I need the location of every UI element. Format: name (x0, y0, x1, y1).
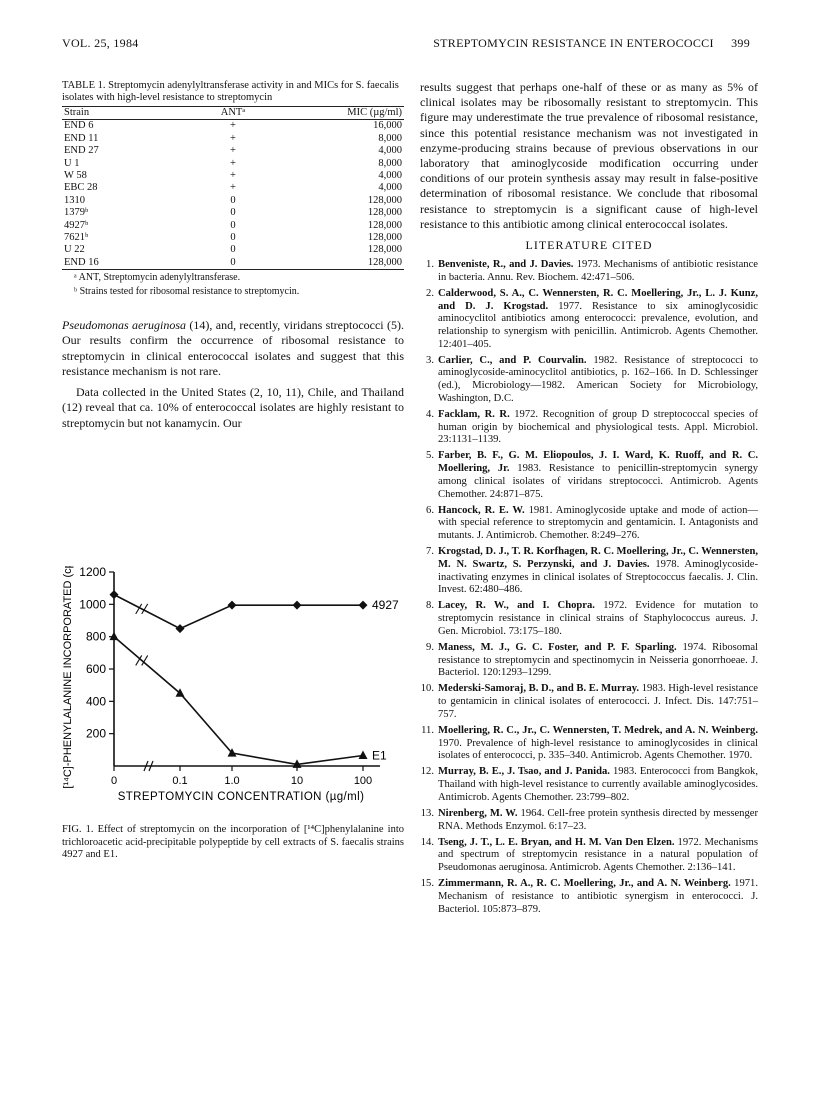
reference-item (420, 546, 758, 597)
cell-strain: END 6 (64, 120, 94, 132)
reference-item (420, 505, 758, 543)
y-tick-label: 400 (85, 694, 106, 709)
table-row (62, 133, 404, 145)
table-header-row (62, 107, 404, 120)
y-tick-label: 1000 (79, 597, 106, 612)
reference-item (420, 725, 758, 763)
organism-name: Pseudomonas aeruginosa (62, 318, 187, 333)
y-axis-label: [¹⁴C]-PHENYLALANINE INCORPORATED (cpm) (62, 566, 74, 789)
y-tick-label: 800 (85, 629, 106, 644)
table-row (62, 182, 404, 194)
reference-item (420, 259, 758, 284)
data-point-4927 (359, 601, 368, 610)
data-point-4927 (228, 601, 237, 610)
reference-text: 1983. Enterococci from Bangkok, Thailand with high-level resistance to currently available aminoglycosides. Antimicrob. Agents Chemother. 23:799–802. (438, 766, 759, 803)
reference-item (420, 683, 758, 721)
col-header-strain: Strain (64, 107, 90, 118)
table-row (62, 158, 404, 170)
cell-mic: 128,000 (367, 194, 402, 206)
reference-authors: Maness, M. J., G. C. Foster, and P. F. Sparling. (438, 641, 677, 653)
reference-number: 6. (426, 504, 434, 516)
reference-text: 1977. Resistance to six aminoglycosidic aminocyclitol antibiotics among enterococci: prevalence, evolution, and relationship to synergism with penicillin. Antimicrob. Agents Chemother. 12:401–405. (438, 300, 758, 350)
reference-authors: Murray, B. E., J. Tsao, and J. Panida. (438, 766, 610, 778)
reference-number: 5. (426, 450, 434, 462)
reference-authors: Benveniste, R., and J. Davies. (438, 259, 574, 271)
reference-item (420, 355, 758, 406)
reference-number: 11. (421, 724, 434, 736)
series-label-4927: 4927 (372, 598, 399, 613)
col-header-mic: MIC (µg/ml) (347, 107, 402, 118)
left-column (62, 80, 404, 431)
reference-number: 15. (420, 878, 434, 890)
table-row (62, 244, 404, 256)
cell-strain: EBC 28 (64, 182, 98, 194)
reference-number: 4. (426, 408, 434, 420)
reference-item (420, 409, 758, 447)
left-paragraph-1 (62, 318, 404, 379)
data-point-e1 (359, 750, 368, 759)
reference-text: 1978. Aminoglycoside-inactivating enzymes in clinical isolates of Streptococcus faecalis. J. Clin. Invest. 62:480–486. (438, 558, 758, 596)
reference-text: 1982. Resistance of streptococci to aminoglycoside-aminocyclitol antibiotics, p. 162–166. In D. Schlessinger (ed.), Microbiology—1982. American Society for Microbiology, Washington, D.C. (438, 354, 758, 404)
cell-strain: U 22 (64, 244, 85, 256)
cell-strain: END 16 (64, 256, 99, 268)
cell-ant: + (230, 120, 236, 132)
x-tick-label: 100 (353, 775, 373, 787)
x-axis-label: STREPTOMYCIN CONCENTRATION (µg/ml) (117, 791, 365, 803)
left-paragraph-2: Data collected in the United States (2, 10, 11), Chile, and Thailand (12) reveal that ca. 10% of enterococcal isolates are highly resistant to streptomycin but not kanamycin. Our (62, 385, 404, 430)
y-tick-label: 1200 (79, 566, 106, 579)
literature-heading: LITERATURE CITED (525, 238, 653, 253)
reference-item (420, 600, 758, 638)
table-row (62, 207, 404, 219)
reference-text: 1964. Cell-free protein synthesis directed by messenger RNA. Methods Enzymol. 6:17–23. (438, 807, 758, 832)
reference-authors: Nirenberg, M. W. (438, 807, 518, 819)
reference-text: 1983. Resistance to penicillin-streptomycin synergy among clinical isolates of viridans streptococci. Antimicrob. Agents Chemother. 24:871–875. (438, 463, 758, 500)
cell-strain: 4927ᵇ (64, 219, 89, 231)
reference-authors: Hancock, R. E. W. (438, 504, 525, 516)
reference-authors: Carlier, C., and P. Courvalin. (438, 354, 587, 366)
cell-strain: END 27 (64, 145, 99, 157)
cell-mic: 8,000 (378, 132, 402, 144)
reference-number: 7. (426, 546, 434, 558)
cell-strain: 7621ᵇ (64, 232, 89, 244)
cell-mic: 128,000 (367, 207, 402, 219)
cell-ant: 0 (230, 219, 236, 231)
col-header-ant: ANTᵃ (220, 107, 246, 118)
reference-number: 2. (426, 287, 434, 299)
figure-caption: FIG. 1. Effect of streptomycin on the incorporation of [¹⁴C]phenylalanine into trichloroacetic acid-precipitable polypeptide by cell extracts of S. faecalis strains 4927 and E1. (62, 824, 404, 861)
reference-number: 12. (420, 766, 434, 778)
table-row (62, 170, 404, 182)
reference-number: 9. (426, 641, 434, 653)
cell-ant: + (230, 145, 236, 157)
running-header-right (433, 36, 750, 51)
reference-item (420, 288, 758, 352)
reference-authors: Calderwood, S. A., C. Wennersten, R. C. Moellering, Jr., L. J. Kunz, and D. J. Krogstad. (438, 287, 758, 312)
reference-number: 8. (426, 600, 434, 612)
reference-authors: Zimmermann, R. A., R. C. Moellering, Jr., and A. N. Weinberg. (438, 878, 731, 890)
reference-authors: Mederski-Samoraj, B. D., and B. E. Murray. (438, 683, 640, 695)
cell-ant: 0 (230, 244, 236, 256)
cell-strain: U 1 (64, 157, 80, 169)
table-row (62, 257, 404, 270)
reference-text: 1972. Evidence for mutation to streptomycin resistance in clinical strains of Staphylococcus aureus. J. Gen. Microbiol. 73:175–180. (438, 600, 758, 637)
table-footnote-b: ᵇ Strains tested for ribosomal resistance to streptomycin. (74, 286, 300, 298)
reference-authors: Farber, B. F., G. M. Eliopoulos, J. I. Ward, K. Ruoff, and R. C. Moellering, Jr. (438, 450, 758, 475)
reference-item (420, 450, 758, 501)
running-header-volume: VOL. 25, 1984 (62, 36, 139, 50)
reference-number: 10. (420, 683, 434, 695)
reference-number: 3. (426, 354, 434, 366)
reference-number: 1. (426, 259, 434, 271)
data-point-e1 (110, 632, 119, 641)
table-row (62, 220, 404, 232)
table-caption: TABLE 1. Streptomycin adenylyltransferase activity in and MICs for S. faecalis isolates with high-level resistance to streptomycin (62, 80, 399, 103)
right-paragraph-1: results suggest that perhaps one-half of these or as many as 5% of clinical isolates may be ribosomally resistant to streptomycin. This figure may underestimate the true prevalence of ribosomal resistance, since this potential resistance mechanism was not investigated in enzyme-producing strains because of previous observations in our laboratory that aminoglycoside modification occurring under conditions of our protein synthesis assay may result in false-positive determination of ribosomal resistance. We conclude that ribosomal resistance to streptomycin is a significant cause of high-level resistance to this antibiotic among clinical enterococcal isolates. (420, 80, 758, 231)
y-tick-label: 200 (85, 726, 106, 741)
reference-item (420, 878, 758, 916)
cell-strain: W 58 (64, 170, 87, 182)
x-tick-label: 0 (110, 775, 118, 787)
reference-number: 14. (420, 836, 434, 848)
reference-authors: Facklam, R. R. (438, 408, 510, 420)
reference-authors: Moellering, R. C., Jr., C. Wennersten, T. Medrek, and A. N. Weinberg. (438, 724, 758, 736)
cell-mic: 128,000 (367, 219, 402, 231)
reference-text: 1973. Mechanisms of antibiotic resistance in bacteria. Annu. Rev. Biochem. 42:471–506. (438, 259, 758, 283)
reference-item (420, 808, 758, 833)
cell-ant: 0 (230, 232, 236, 244)
reference-authors: Tseng, J. T., L. E. Bryan, and H. M. Van Den Elzen. (438, 836, 675, 848)
reference-text: 1972. Recognition of group D streptococcal species of human origin by biochemical and physiological tests. Appl. Microbiol. 23:1131–1139. (438, 408, 758, 446)
cell-mic: 128,000 (367, 244, 402, 256)
series-label-e1: E1 (372, 748, 387, 763)
cell-ant: + (230, 182, 236, 194)
reference-text: 1974. Ribosomal resistance to streptomycin and spectinomycin in Neisseria gonorrhoeae. J. Bacteriol. 120:1293–1299. (438, 641, 758, 679)
reference-number: 13. (420, 807, 434, 819)
reference-text: 1981. Aminoglycoside uptake and mode of action—with special reference to streptomycin and gentamicin. I. Antagonists and mutants. J. Antimicrob. Chemother. 8:249–276. (438, 504, 758, 542)
cell-mic: 4,000 (378, 182, 402, 194)
reference-text: 1983. High-level resistance to gentamicin in clinical isolates of enterococci. J. Infect. Dis. 147:751–757. (438, 683, 758, 720)
series-line-e1 (114, 637, 363, 765)
x-tick-label: 0.1 (172, 775, 188, 787)
cell-mic: 8,000 (378, 157, 402, 169)
page-number: 399 (731, 36, 750, 50)
table-row (62, 120, 404, 133)
reference-item (420, 766, 758, 804)
data-point-4927 (293, 601, 302, 610)
cell-mic: 4,000 (378, 145, 402, 157)
table-row (62, 145, 404, 157)
figure-1-chart (58, 566, 408, 806)
right-column (420, 80, 758, 920)
reference-authors: Lacey, R. W., and I. Chopra. (438, 600, 595, 612)
data-point-4927 (110, 590, 119, 599)
reference-text: 1971. Mechanism of resistance to antibiotic synergism in enterococci. J. Bacteriol. 105:873–879. (438, 878, 758, 915)
reference-item (420, 837, 758, 875)
cell-ant: + (230, 157, 236, 169)
table-footnote-a: ᵃ ANT, Streptomycin adenylyltransferase. (74, 272, 241, 284)
cell-strain: END 11 (64, 132, 99, 144)
left-paragraph-1-text: (14), and, recently, viridans streptococci (5). Our results confirm the occurrence of ribosomal resistance to streptomycin in clinical enterococcal isolates and suggest that this resistance mechanism is not rare. (62, 318, 404, 378)
cell-ant: 0 (230, 194, 236, 206)
x-tick-label: 10 (290, 775, 304, 787)
reference-item (420, 642, 758, 680)
table-1 (62, 106, 404, 270)
cell-strain: 1310 (64, 194, 85, 206)
running-header-title: STREPTOMYCIN RESISTANCE IN ENTEROCOCCI (433, 36, 714, 50)
x-tick-label: 1.0 (224, 775, 240, 787)
data-point-4927 (176, 624, 185, 633)
reference-list (420, 259, 758, 916)
cell-mic: 128,000 (367, 232, 402, 244)
cell-ant: + (230, 170, 236, 182)
reference-text: 1970. Prevalence of high-level resistance to aminoglycosides in clinical isolates of enterococci, p. 335–340. Antimicrob. Agents Chemother. 1970. (438, 737, 758, 762)
cell-mic: 128,000 (367, 256, 402, 268)
chart-svg (58, 566, 408, 806)
series-line-4927 (114, 595, 363, 629)
cell-mic: 16,000 (373, 120, 402, 132)
cell-ant: + (230, 132, 236, 144)
table-body (62, 120, 404, 270)
cell-strain: 1379ᵇ (64, 207, 89, 219)
cell-ant: 0 (230, 256, 236, 268)
table-row (62, 195, 404, 207)
cell-mic: 4,000 (378, 170, 402, 182)
cell-ant: 0 (230, 207, 236, 219)
y-tick-label: 600 (85, 662, 106, 676)
table-row (62, 232, 404, 244)
reference-authors: Krogstad, D. J., T. R. Korfhagen, R. C. Moellering, Jr., C. Wennersten, M. N. Swartz, S. Perzynski, and J. Davies. (438, 546, 758, 570)
reference-text: 1972. Mechanisms and spectrum of streptomycin resistance in a natural population of Pseudomonas aeruginosa. Antimicrob. Agents Chemother. 2:136–141. (438, 836, 758, 874)
